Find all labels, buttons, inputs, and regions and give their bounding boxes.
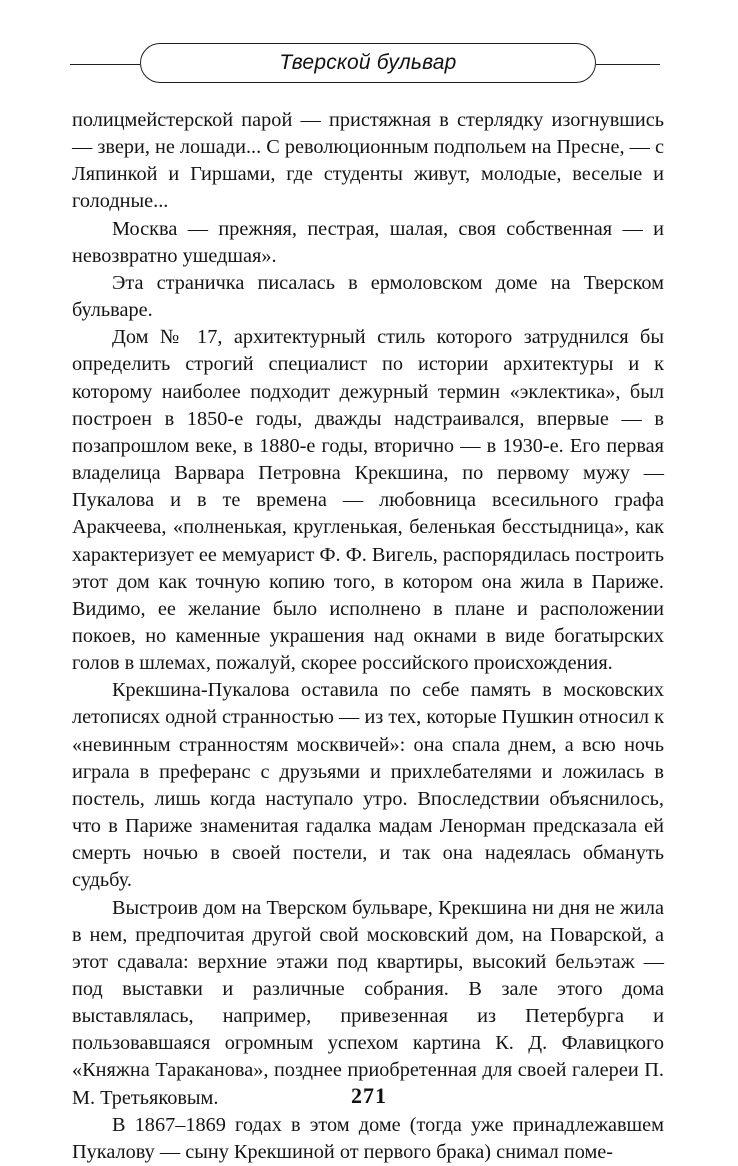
page-number: 271 (351, 1083, 387, 1108)
paragraph: Выстроив дом на Тверском бульваре, Крекшина ни дня не жила в нем, предпочитая другой свой московский дом, на Поварской, а этот сдавала: верхние этажи под квартиры, высокий бельэтаж — под выставки и различные собрания. В зале этого дома выставлялась, например, привезенная из Петербурга и пользовавшаяся огромным успехом картина К. Д. Флавицкого «Княжна Тараканова», позднее приобретенная для своей галереи П. М. Третьяковым. (72, 896, 664, 1109)
header-rule-right (596, 64, 660, 65)
running-header-title: Тверской бульвар (279, 51, 457, 74)
paragraph: В 1867–1869 годах в этом доме (тогда уже принадлежавшем Пукалову — сыну Крекшиной от первого брака) снимал поме- (72, 1113, 664, 1163)
running-header (140, 43, 596, 83)
paragraph: Крекшина-Пукалова оставила по себе память в московских летописях одной странностью — из тех, которые Пушкин относил к «невинным странностям москвичей»: она спала днем, а всю ночь играла в преферанс с друзьями и прихлебателями и ложилась в постель, лишь когда наступало утро. Впоследствии объяснилось, что в Париже знаменитая гадалка мадам Ленорман предсказала ей смерть ночью в своей постели, и так она надеялась обмануть судьбу. (72, 679, 664, 892)
paragraph: Москва — прежняя, пестрая, шалая, своя собственная — и невозвратно ушедшая». (72, 217, 664, 267)
paragraph: Эта страничка писалась в ермоловском доме на Тверском бульваре. (72, 271, 664, 322)
header-rule-left (70, 64, 140, 65)
paragraph: полицмейстерской парой — пристяжная в стерлядку изогнувшись — звери, не лошади... С революционным подпольем на Пресне, — с Ляпинкой и Гиршами, где студенты живут, молодые, веселые и голодные... (72, 109, 664, 213)
paragraph: Дом № 17, архитектурный стиль которого затруднился бы определить строгий специалист по истории архитектуры и к которому наиболее подходит дежурный термин «эклектика», был построен в 1850-е годы, дважды надстраивался, впервые — в позапрошлом веке, в 1880-е годы, вторично — в 1930-е. Его первая владелица Варвара Петровна Крекшина, по первому мужу — Пукалова и в те времена — любовница всесильного графа Аракчеева, «полненькая, кругленькая, беленькая бесстыдница», как характеризует ее мемуарист Ф. Ф. Вигель, распорядилась построить этот дом как точную копию того, в котором она жила в Париже. Видимо, ее желание было исполнено в плане и расположении покоев, но каменные украшения над окнами в виде богатырских голов в шлемах, пожалуй, скорее российского происхождения. (72, 326, 664, 675)
body-text (72, 107, 664, 1166)
